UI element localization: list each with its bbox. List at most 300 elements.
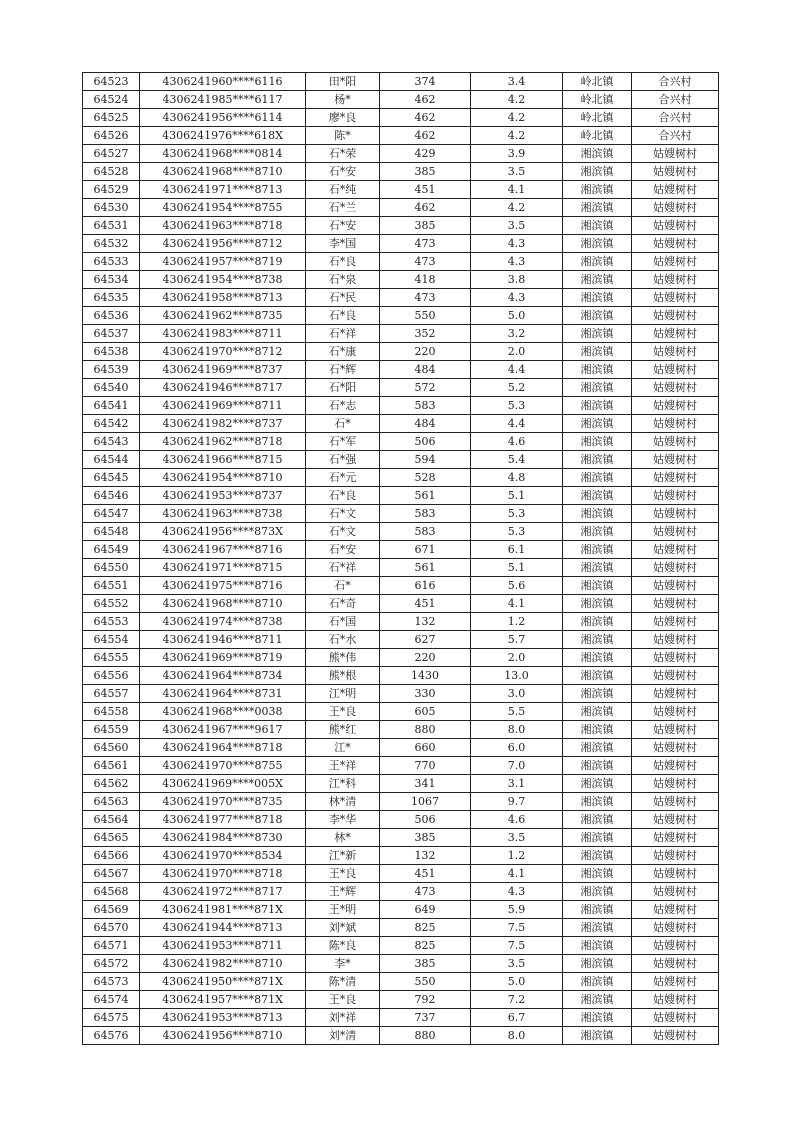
village-cell: 姑嫂树村 (632, 487, 719, 505)
table-row (83, 739, 719, 757)
record-number-cell: 64563 (83, 793, 140, 811)
record-number-cell: 64572 (83, 955, 140, 973)
amount-cell: 4.1 (471, 595, 563, 613)
town-cell: 湘滨镇 (563, 829, 632, 847)
area-cell: 583 (380, 523, 471, 541)
amount-cell: 8.0 (471, 721, 563, 739)
name-cell: 石*泉 (306, 271, 380, 289)
table-row (83, 469, 719, 487)
table-row (83, 379, 719, 397)
name-cell: 石*元 (306, 469, 380, 487)
area-cell: 528 (380, 469, 471, 487)
amount-cell: 3.9 (471, 145, 563, 163)
town-cell: 湘滨镇 (563, 703, 632, 721)
table-row (83, 91, 719, 109)
village-cell: 姑嫂树村 (632, 973, 719, 991)
name-cell: 熊*伟 (306, 649, 380, 667)
id-number-cell: 4306241982****8737 (140, 415, 306, 433)
name-cell: 石*良 (306, 307, 380, 325)
record-number-cell: 64553 (83, 613, 140, 631)
id-number-cell: 4306241956****8712 (140, 235, 306, 253)
name-cell: 王*祥 (306, 757, 380, 775)
town-cell: 湘滨镇 (563, 397, 632, 415)
table-row (83, 325, 719, 343)
town-cell: 湘滨镇 (563, 271, 632, 289)
amount-cell: 3.5 (471, 217, 563, 235)
area-cell: 825 (380, 919, 471, 937)
town-cell: 湘滨镇 (563, 649, 632, 667)
name-cell: 王*明 (306, 901, 380, 919)
table-row (83, 343, 719, 361)
town-cell: 湘滨镇 (563, 181, 632, 199)
record-number-cell: 64576 (83, 1027, 140, 1045)
town-cell: 湘滨镇 (563, 469, 632, 487)
name-cell: 石*安 (306, 217, 380, 235)
id-number-cell: 4306241957****871X (140, 991, 306, 1009)
area-cell: 462 (380, 199, 471, 217)
table-row (83, 667, 719, 685)
name-cell: 石*康 (306, 343, 380, 361)
table-row (83, 703, 719, 721)
id-number-cell: 4306241982****8710 (140, 955, 306, 973)
area-cell: 572 (380, 379, 471, 397)
area-cell: 341 (380, 775, 471, 793)
name-cell: 石* (306, 577, 380, 595)
table-row (83, 757, 719, 775)
amount-cell: 4.3 (471, 883, 563, 901)
area-cell: 385 (380, 829, 471, 847)
amount-cell: 4.2 (471, 199, 563, 217)
village-cell: 姑嫂树村 (632, 199, 719, 217)
amount-cell: 4.3 (471, 289, 563, 307)
amount-cell: 3.0 (471, 685, 563, 703)
id-number-cell: 4306241956****6114 (140, 109, 306, 127)
record-number-cell: 64562 (83, 775, 140, 793)
id-number-cell: 4306241983****8711 (140, 325, 306, 343)
id-number-cell: 4306241968****8710 (140, 163, 306, 181)
amount-cell: 7.0 (471, 757, 563, 775)
area-cell: 627 (380, 631, 471, 649)
area-cell: 462 (380, 91, 471, 109)
record-number-cell: 64565 (83, 829, 140, 847)
town-cell: 湘滨镇 (563, 901, 632, 919)
town-cell: 湘滨镇 (563, 235, 632, 253)
area-cell: 330 (380, 685, 471, 703)
area-cell: 352 (380, 325, 471, 343)
table-row (83, 613, 719, 631)
town-cell: 湘滨镇 (563, 289, 632, 307)
record-number-cell: 64566 (83, 847, 140, 865)
village-cell: 姑嫂树村 (632, 865, 719, 883)
village-cell: 姑嫂树村 (632, 325, 719, 343)
village-cell: 姑嫂树村 (632, 649, 719, 667)
town-cell: 湘滨镇 (563, 433, 632, 451)
name-cell: 石*辉 (306, 361, 380, 379)
town-cell: 湘滨镇 (563, 559, 632, 577)
name-cell: 石*强 (306, 451, 380, 469)
id-number-cell: 4306241969****8719 (140, 649, 306, 667)
table-row (83, 901, 719, 919)
town-cell: 湘滨镇 (563, 811, 632, 829)
town-cell: 湘滨镇 (563, 1009, 632, 1027)
amount-cell: 4.6 (471, 433, 563, 451)
record-number-cell: 64575 (83, 1009, 140, 1027)
town-cell: 湘滨镇 (563, 973, 632, 991)
village-cell: 姑嫂树村 (632, 811, 719, 829)
area-cell: 792 (380, 991, 471, 1009)
village-cell: 姑嫂树村 (632, 937, 719, 955)
town-cell: 湘滨镇 (563, 919, 632, 937)
area-cell: 132 (380, 613, 471, 631)
name-cell: 江*明 (306, 685, 380, 703)
village-cell: 姑嫂树村 (632, 775, 719, 793)
amount-cell: 4.2 (471, 127, 563, 145)
amount-cell: 3.4 (471, 73, 563, 91)
name-cell: 石*军 (306, 433, 380, 451)
table-row (83, 163, 719, 181)
name-cell: 李*华 (306, 811, 380, 829)
name-cell: 石*志 (306, 397, 380, 415)
area-cell: 550 (380, 973, 471, 991)
table-row (83, 271, 719, 289)
village-cell: 合兴村 (632, 127, 719, 145)
amount-cell: 3.5 (471, 829, 563, 847)
name-cell: 林*清 (306, 793, 380, 811)
amount-cell: 4.1 (471, 181, 563, 199)
area-cell: 132 (380, 847, 471, 865)
name-cell: 石*国 (306, 613, 380, 631)
village-cell: 姑嫂树村 (632, 595, 719, 613)
amount-cell: 3.1 (471, 775, 563, 793)
record-number-cell: 64543 (83, 433, 140, 451)
amount-cell: 7.2 (471, 991, 563, 1009)
amount-cell: 4.4 (471, 361, 563, 379)
area-cell: 561 (380, 487, 471, 505)
area-cell: 451 (380, 865, 471, 883)
id-number-cell: 4306241946****8711 (140, 631, 306, 649)
name-cell: 李* (306, 955, 380, 973)
town-cell: 湘滨镇 (563, 307, 632, 325)
id-number-cell: 4306241956****873X (140, 523, 306, 541)
record-number-cell: 64561 (83, 757, 140, 775)
village-cell: 姑嫂树村 (632, 757, 719, 775)
record-number-cell: 64536 (83, 307, 140, 325)
record-number-cell: 64534 (83, 271, 140, 289)
village-cell: 姑嫂树村 (632, 829, 719, 847)
name-cell: 刘*祥 (306, 1009, 380, 1027)
table-row (83, 775, 719, 793)
name-cell: 李*国 (306, 235, 380, 253)
area-cell: 506 (380, 433, 471, 451)
area-cell: 506 (380, 811, 471, 829)
area-cell: 220 (380, 649, 471, 667)
record-number-cell: 64527 (83, 145, 140, 163)
record-number-cell: 64528 (83, 163, 140, 181)
area-cell: 484 (380, 361, 471, 379)
village-cell: 姑嫂树村 (632, 253, 719, 271)
table-row (83, 649, 719, 667)
amount-cell: 4.2 (471, 91, 563, 109)
village-cell: 姑嫂树村 (632, 1009, 719, 1027)
table-row (83, 811, 719, 829)
record-number-cell: 64532 (83, 235, 140, 253)
amount-cell: 9.7 (471, 793, 563, 811)
village-cell: 姑嫂树村 (632, 361, 719, 379)
id-number-cell: 4306241985****6117 (140, 91, 306, 109)
name-cell: 石*文 (306, 523, 380, 541)
id-number-cell: 4306241981****871X (140, 901, 306, 919)
table-row (83, 433, 719, 451)
record-number-cell: 64538 (83, 343, 140, 361)
village-cell: 姑嫂树村 (632, 397, 719, 415)
id-number-cell: 4306241960****6116 (140, 73, 306, 91)
table-row (83, 559, 719, 577)
town-cell: 湘滨镇 (563, 883, 632, 901)
table-row (83, 397, 719, 415)
record-number-cell: 64554 (83, 631, 140, 649)
name-cell: 王*良 (306, 865, 380, 883)
table-row (83, 73, 719, 91)
town-cell: 岭北镇 (563, 127, 632, 145)
town-cell: 湘滨镇 (563, 217, 632, 235)
name-cell: 石*阳 (306, 379, 380, 397)
name-cell: 刘*清 (306, 1027, 380, 1045)
name-cell: 陈* (306, 127, 380, 145)
record-number-cell: 64537 (83, 325, 140, 343)
name-cell: 陈*清 (306, 973, 380, 991)
record-number-cell: 64544 (83, 451, 140, 469)
town-cell: 湘滨镇 (563, 487, 632, 505)
amount-cell: 5.5 (471, 703, 563, 721)
name-cell: 熊*根 (306, 667, 380, 685)
id-number-cell: 4306241963****8738 (140, 505, 306, 523)
amount-cell: 13.0 (471, 667, 563, 685)
town-cell: 湘滨镇 (563, 199, 632, 217)
town-cell: 湘滨镇 (563, 505, 632, 523)
village-cell: 合兴村 (632, 91, 719, 109)
area-cell: 473 (380, 235, 471, 253)
name-cell: 陈*良 (306, 937, 380, 955)
village-cell: 合兴村 (632, 73, 719, 91)
name-cell: 田*阳 (306, 73, 380, 91)
id-number-cell: 4306241953****8737 (140, 487, 306, 505)
town-cell: 湘滨镇 (563, 793, 632, 811)
record-number-cell: 64559 (83, 721, 140, 739)
table-row (83, 145, 719, 163)
table-row (83, 847, 719, 865)
town-cell: 湘滨镇 (563, 145, 632, 163)
record-number-cell: 64531 (83, 217, 140, 235)
id-number-cell: 4306241962****8735 (140, 307, 306, 325)
amount-cell: 7.5 (471, 937, 563, 955)
village-cell: 姑嫂树村 (632, 559, 719, 577)
amount-cell: 2.0 (471, 343, 563, 361)
name-cell: 石*水 (306, 631, 380, 649)
amount-cell: 4.4 (471, 415, 563, 433)
table-row (83, 487, 719, 505)
name-cell: 江*新 (306, 847, 380, 865)
name-cell: 熊*红 (306, 721, 380, 739)
area-cell: 1430 (380, 667, 471, 685)
amount-cell: 8.0 (471, 1027, 563, 1045)
table-row (83, 361, 719, 379)
area-cell: 220 (380, 343, 471, 361)
id-number-cell: 4306241969****005X (140, 775, 306, 793)
area-cell: 594 (380, 451, 471, 469)
amount-cell: 5.1 (471, 487, 563, 505)
village-cell: 姑嫂树村 (632, 415, 719, 433)
id-number-cell: 4306241971****8713 (140, 181, 306, 199)
town-cell: 岭北镇 (563, 109, 632, 127)
table-row (83, 595, 719, 613)
village-cell: 姑嫂树村 (632, 289, 719, 307)
village-cell: 姑嫂树村 (632, 847, 719, 865)
table-row (83, 523, 719, 541)
area-cell: 583 (380, 397, 471, 415)
area-cell: 385 (380, 163, 471, 181)
records-table (82, 72, 719, 1045)
area-cell: 671 (380, 541, 471, 559)
village-cell: 姑嫂树村 (632, 991, 719, 1009)
village-cell: 姑嫂树村 (632, 343, 719, 361)
record-number-cell: 64540 (83, 379, 140, 397)
id-number-cell: 4306241953****8713 (140, 1009, 306, 1027)
town-cell: 湘滨镇 (563, 577, 632, 595)
area-cell: 880 (380, 1027, 471, 1045)
table-row (83, 721, 719, 739)
amount-cell: 5.9 (471, 901, 563, 919)
table-row (83, 181, 719, 199)
village-cell: 姑嫂树村 (632, 271, 719, 289)
id-number-cell: 4306241966****8715 (140, 451, 306, 469)
town-cell: 湘滨镇 (563, 739, 632, 757)
area-cell: 473 (380, 253, 471, 271)
amount-cell: 7.5 (471, 919, 563, 937)
id-number-cell: 4306241971****8715 (140, 559, 306, 577)
table-row (83, 109, 719, 127)
name-cell: 林* (306, 829, 380, 847)
village-cell: 姑嫂树村 (632, 613, 719, 631)
area-cell: 660 (380, 739, 471, 757)
id-number-cell: 4306241970****8534 (140, 847, 306, 865)
amount-cell: 5.3 (471, 505, 563, 523)
village-cell: 姑嫂树村 (632, 667, 719, 685)
village-cell: 姑嫂树村 (632, 433, 719, 451)
amount-cell: 3.8 (471, 271, 563, 289)
area-cell: 737 (380, 1009, 471, 1027)
town-cell: 岭北镇 (563, 73, 632, 91)
area-cell: 770 (380, 757, 471, 775)
name-cell: 石*奇 (306, 595, 380, 613)
id-number-cell: 4306241970****8735 (140, 793, 306, 811)
table-row (83, 289, 719, 307)
name-cell: 石*良 (306, 487, 380, 505)
village-cell: 姑嫂树村 (632, 451, 719, 469)
table-row (83, 235, 719, 253)
table-row (83, 685, 719, 703)
town-cell: 湘滨镇 (563, 1027, 632, 1045)
amount-cell: 6.1 (471, 541, 563, 559)
village-cell: 姑嫂树村 (632, 631, 719, 649)
area-cell: 1067 (380, 793, 471, 811)
town-cell: 湘滨镇 (563, 325, 632, 343)
record-number-cell: 64526 (83, 127, 140, 145)
record-number-cell: 64573 (83, 973, 140, 991)
record-number-cell: 64556 (83, 667, 140, 685)
record-number-cell: 64571 (83, 937, 140, 955)
table-row (83, 415, 719, 433)
table-row (83, 541, 719, 559)
village-cell: 姑嫂树村 (632, 919, 719, 937)
name-cell: 石*民 (306, 289, 380, 307)
amount-cell: 5.2 (471, 379, 563, 397)
id-number-cell: 4306241970****8712 (140, 343, 306, 361)
name-cell: 石*文 (306, 505, 380, 523)
name-cell: 王*辉 (306, 883, 380, 901)
town-cell: 湘滨镇 (563, 613, 632, 631)
area-cell: 385 (380, 217, 471, 235)
town-cell: 湘滨镇 (563, 595, 632, 613)
name-cell: 王*良 (306, 991, 380, 1009)
name-cell: 石*荣 (306, 145, 380, 163)
table-row (83, 865, 719, 883)
record-number-cell: 64564 (83, 811, 140, 829)
area-cell: 451 (380, 595, 471, 613)
town-cell: 湘滨镇 (563, 541, 632, 559)
id-number-cell: 4306241974****8738 (140, 613, 306, 631)
town-cell: 湘滨镇 (563, 685, 632, 703)
amount-cell: 4.2 (471, 109, 563, 127)
village-cell: 姑嫂树村 (632, 217, 719, 235)
record-number-cell: 64541 (83, 397, 140, 415)
town-cell: 湘滨镇 (563, 379, 632, 397)
town-cell: 湘滨镇 (563, 991, 632, 1009)
id-number-cell: 4306241968****0038 (140, 703, 306, 721)
name-cell: 石*安 (306, 541, 380, 559)
amount-cell: 2.0 (471, 649, 563, 667)
table-row (83, 505, 719, 523)
record-number-cell: 64557 (83, 685, 140, 703)
amount-cell: 3.5 (471, 163, 563, 181)
area-cell: 385 (380, 955, 471, 973)
amount-cell: 4.3 (471, 253, 563, 271)
area-cell: 462 (380, 109, 471, 127)
table-row (83, 577, 719, 595)
id-number-cell: 4306241975****8716 (140, 577, 306, 595)
record-number-cell: 64558 (83, 703, 140, 721)
id-number-cell: 4306241964****8731 (140, 685, 306, 703)
town-cell: 湘滨镇 (563, 937, 632, 955)
record-number-cell: 64570 (83, 919, 140, 937)
area-cell: 418 (380, 271, 471, 289)
amount-cell: 5.4 (471, 451, 563, 469)
id-number-cell: 4306241968****0814 (140, 145, 306, 163)
record-number-cell: 64533 (83, 253, 140, 271)
record-number-cell: 64535 (83, 289, 140, 307)
id-number-cell: 4306241962****8718 (140, 433, 306, 451)
id-number-cell: 4306241969****8737 (140, 361, 306, 379)
record-number-cell: 64539 (83, 361, 140, 379)
town-cell: 湘滨镇 (563, 451, 632, 469)
record-number-cell: 64529 (83, 181, 140, 199)
town-cell: 湘滨镇 (563, 955, 632, 973)
village-cell: 姑嫂树村 (632, 379, 719, 397)
amount-cell: 5.7 (471, 631, 563, 649)
record-number-cell: 64525 (83, 109, 140, 127)
village-cell: 姑嫂树村 (632, 703, 719, 721)
table-row (83, 829, 719, 847)
village-cell: 姑嫂树村 (632, 739, 719, 757)
